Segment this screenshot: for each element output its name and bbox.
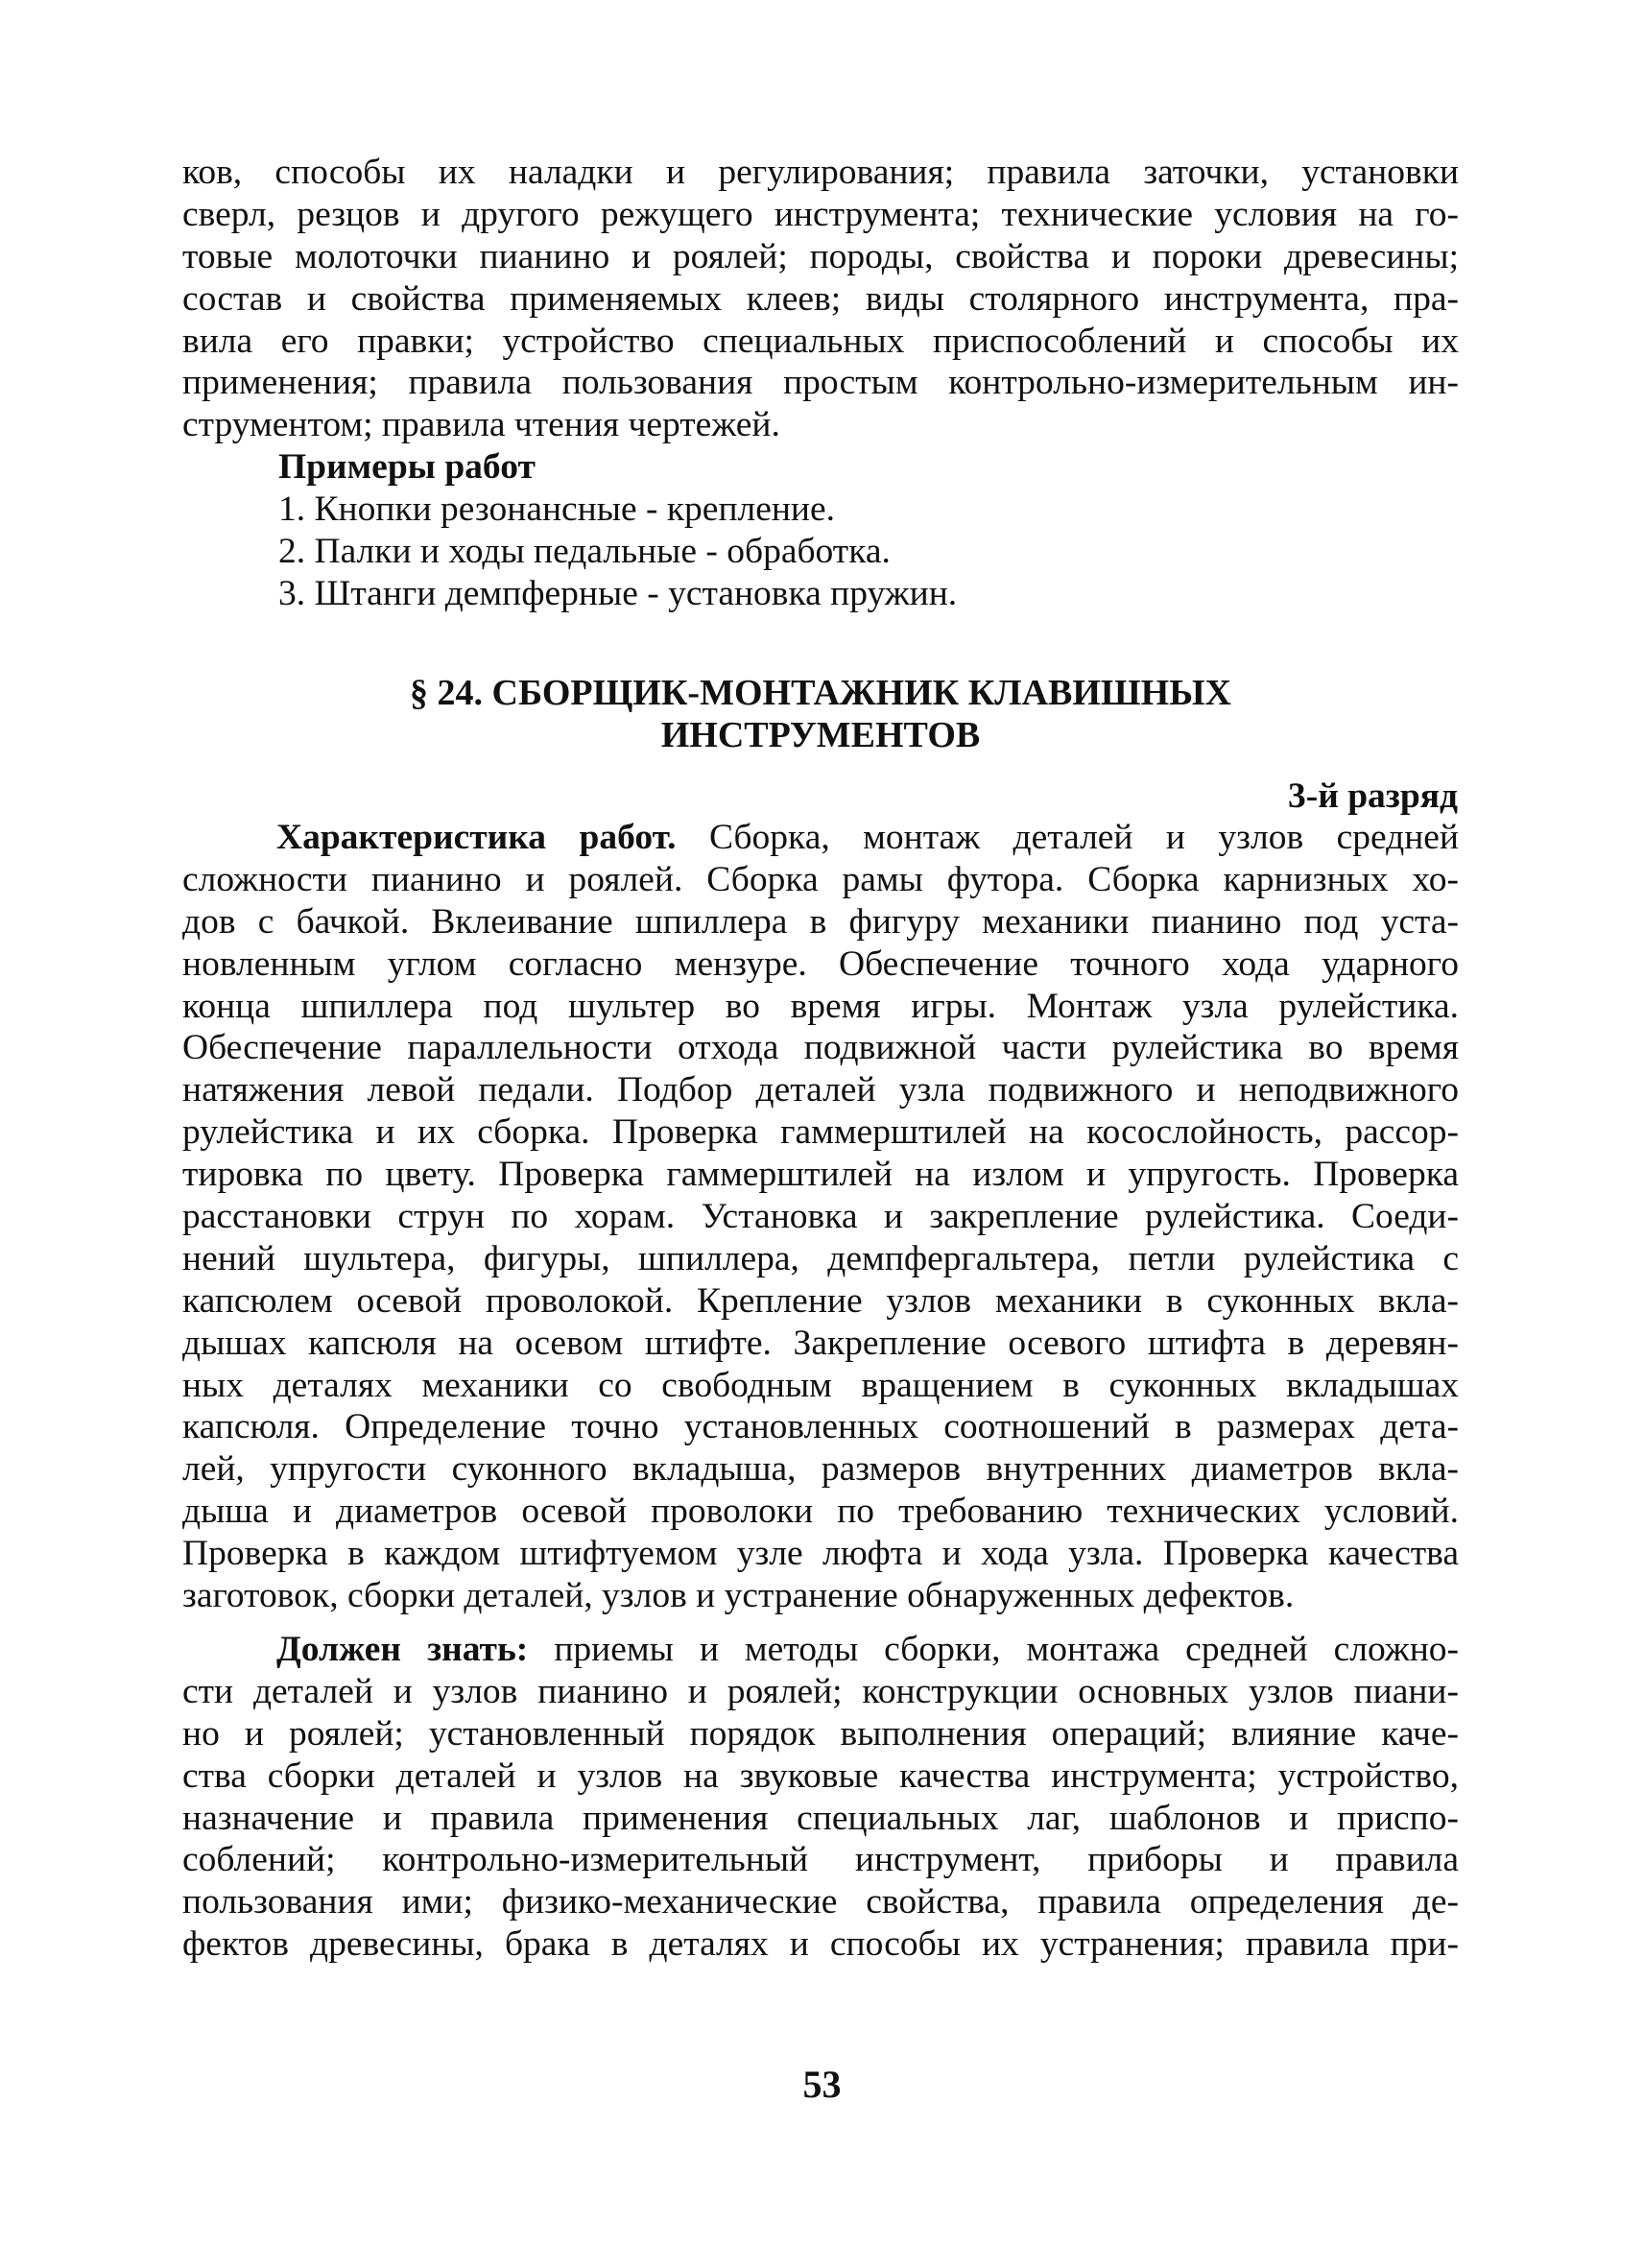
text-line: конца шпиллера под шультер во время игры. Монтаж узла рулейстика. [182, 986, 1459, 1026]
text-line: заготовок, сборки деталей, узлов и устранение обнаруженных дефектов. [182, 1576, 1295, 1616]
text-line: вила его правки; устройство специальных приспособлений и способы их [182, 321, 1459, 361]
text-line: Обеспечение параллельности отхода подвижной части рулейстика во время [182, 1028, 1459, 1068]
characteristics-paragraph [182, 817, 1459, 1617]
must-know-paragraph [182, 1629, 1459, 1966]
text-line: фектов древесины, брака в деталях и способы их устранения; правила при- [182, 1924, 1459, 1965]
text-line: пользования ими; физико-механические свойства, правила определения де- [182, 1882, 1459, 1922]
text-line: соблений; контрольно-измерительный инструмент, приборы и правила [182, 1840, 1459, 1880]
text-line: рулейстика и их сборка. Проверка гаммерштилей на косослойность, рассор- [182, 1112, 1459, 1153]
text-line [182, 1629, 1459, 1671]
text-line: капсюля. Определение точно установленных соотношений в размерах дета- [182, 1407, 1459, 1447]
text-line: дыша и диаметров осевой проволоки по требованию технических условий. [182, 1492, 1459, 1532]
characteristics-first-line: Сборка, монтаж деталей и узлов средней [709, 818, 1459, 857]
text-line: натяжения левой педали. Подбор деталей узла подвижного и неподвижного [182, 1070, 1459, 1110]
text-line: состав и свойства применяемых клеев; виды столярного инструмента, пра- [182, 278, 1459, 319]
text-line: ства сборки деталей и узлов на звуковые качества инструмента; устройство, [182, 1755, 1459, 1796]
text-line [182, 817, 1459, 859]
must-know-first-line: приемы и методы сборки, монтажа средней сложно- [554, 1630, 1460, 1669]
text-line: назначение и правила применения специальных лаг, шаблонов и приспо- [182, 1798, 1459, 1838]
text-line: ных деталях механики со свободным вращением в суконных вкладышах [182, 1365, 1459, 1405]
text-line: расстановки струн по хорам. Установка и закрепление рулейстика. Соеди- [182, 1197, 1459, 1237]
page-number: 53 [802, 2063, 842, 2106]
section-title-line2: ИНСТРУМЕНТОВ [660, 715, 981, 755]
text-line: тировка по цвету. Проверка гаммерштилей на излом и упругость. Проверка [182, 1155, 1459, 1195]
text-line: нений шультера, фигуры, шпиллера, демпфергальтера, петли рулейстика с [182, 1238, 1459, 1278]
text-line: струментом; правила чтения чертежей. [182, 405, 780, 445]
grade-label: 3-й разряд [1287, 776, 1458, 816]
example-item: 2. Палки и ходы педальные - обработка. [278, 532, 891, 571]
text-line: дышах капсюля на осевом штифте. Закрепление осевого штифта в деревян- [182, 1323, 1459, 1363]
example-item: 1. Кнопки резонансные - крепление. [278, 489, 836, 529]
example-item: 3. Штанги демпферные - установка пружин. [278, 574, 958, 613]
examples-heading: Примеры работ [278, 447, 536, 487]
characteristics-label: Характеристика работ. [276, 818, 677, 857]
text-line: новленным углом согласно мензуре. Обеспечение точного хода ударного [182, 943, 1459, 984]
must-know-label: Должен знать: [276, 1630, 529, 1669]
text-line: сложности пианино и роялей. Сборка рамы футора. Сборка карнизных хо- [182, 859, 1459, 899]
text-line: капсюлем осевой проволокой. Крепление узлов механики в суконных вкла- [182, 1280, 1459, 1321]
text-line: применения; правила пользования простым контрольно-измерительным ин- [182, 363, 1459, 403]
text-line: дов с бачкой. Вклеивание шпиллера в фигуру механики пианино под уста- [182, 901, 1459, 942]
text-line: товые молоточки пианино и роялей; породы, свойства и пороки древесины; [182, 236, 1459, 276]
section-title-line1: § 24. СБОРЩИК-МОНТАЖНИК КЛАВИШНЫХ [410, 673, 1231, 713]
text-line: Проверка в каждом штифтуемом узле люфта и хода узла. Проверка качества [182, 1534, 1459, 1574]
examples-section [278, 446, 1459, 615]
continuation-paragraph [182, 152, 1459, 446]
text-line: сверл, резцов и другого режущего инструмента; технические условия на го- [182, 194, 1459, 234]
text-line: ков, способы их наладки и регулирования; правила заточки, установки [182, 153, 1459, 192]
text-line: но и роялей; установленный порядок выполнения операций; влияние каче- [182, 1713, 1459, 1754]
text-line: сти деталей и узлов пианино и роялей; конструкции основных узлов пиани- [182, 1671, 1459, 1711]
text-line: лей, упругости суконного вкладыша, размеров внутренних диаметров вкла- [182, 1449, 1459, 1490]
